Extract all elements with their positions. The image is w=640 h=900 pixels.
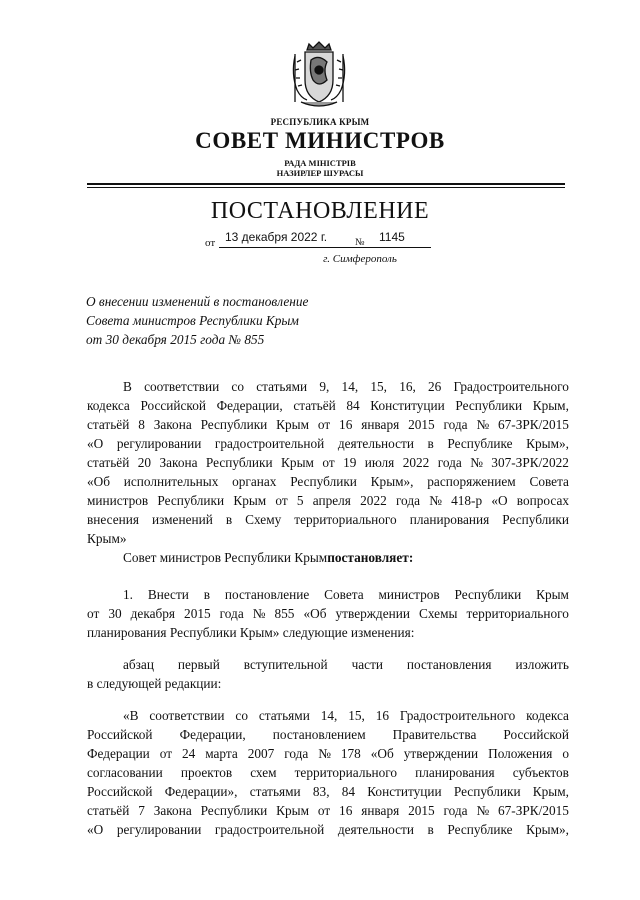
decree-city: г. Симферополь bbox=[323, 253, 397, 265]
date-from-label: от bbox=[205, 237, 216, 249]
paragraph-line bbox=[87, 604, 569, 623]
word: 83, bbox=[312, 784, 330, 799]
paragraph-line bbox=[87, 585, 569, 604]
word: № bbox=[429, 493, 442, 508]
word: года bbox=[443, 417, 468, 432]
word: года bbox=[219, 606, 244, 621]
word: Республики bbox=[200, 803, 268, 818]
word: Крым», bbox=[526, 436, 569, 451]
word: июля bbox=[364, 455, 395, 470]
word: 15, bbox=[370, 379, 387, 394]
paragraph-line bbox=[87, 725, 569, 744]
paragraph-line bbox=[87, 472, 569, 491]
word: Правительства bbox=[392, 727, 477, 742]
word: Крым», bbox=[370, 474, 414, 489]
word: изменений bbox=[151, 512, 213, 527]
word: года bbox=[395, 493, 420, 508]
word: кодекса bbox=[87, 398, 130, 413]
word: соответствии bbox=[149, 708, 225, 723]
amendment-intro-paragraph bbox=[87, 655, 569, 693]
word: от bbox=[317, 803, 331, 818]
word: Совета bbox=[529, 474, 569, 489]
word: органах bbox=[232, 474, 277, 489]
word: Федерации, bbox=[179, 727, 246, 742]
date-underline bbox=[219, 247, 431, 248]
word: градостроительной bbox=[214, 822, 325, 837]
word: 30 bbox=[108, 606, 122, 621]
word: со bbox=[231, 379, 244, 394]
subject-line: от 30 декабря 2015 года № 855 bbox=[86, 332, 265, 347]
paragraph-line bbox=[87, 820, 569, 839]
word: Республики bbox=[200, 417, 268, 432]
word: кодекса bbox=[526, 708, 569, 723]
resolves-lead: Совет министров Республики Крым bbox=[123, 550, 328, 565]
word: 16, bbox=[399, 379, 416, 394]
word: Российской bbox=[140, 398, 206, 413]
word: апреля bbox=[312, 493, 351, 508]
word: со bbox=[235, 708, 248, 723]
word: планирования Республики Крым» следующие изменения: bbox=[87, 625, 415, 640]
decree-date: 13 декабря 2022 г. bbox=[225, 230, 328, 244]
word: 84 bbox=[346, 398, 360, 413]
word: статьями bbox=[258, 708, 310, 723]
amendment-text-paragraph bbox=[87, 706, 569, 839]
paragraph-line bbox=[87, 377, 569, 396]
word: Республики bbox=[454, 587, 522, 602]
word: Республике bbox=[447, 436, 513, 451]
item-1-paragraph bbox=[87, 585, 569, 642]
word: 14, bbox=[341, 379, 359, 394]
paragraph-line bbox=[87, 415, 569, 434]
word: Российской bbox=[87, 784, 153, 799]
word: 5 bbox=[296, 493, 304, 508]
word: Закона bbox=[153, 417, 192, 432]
word: 2022 bbox=[402, 455, 430, 470]
word: согласовании bbox=[87, 765, 163, 780]
word: Схемы bbox=[418, 606, 458, 621]
word: 16 bbox=[339, 417, 353, 432]
word: внесения bbox=[87, 512, 139, 527]
word: «Об bbox=[303, 606, 327, 621]
word: 16 bbox=[375, 708, 389, 723]
paragraph-line bbox=[87, 744, 569, 763]
word: от bbox=[317, 417, 331, 432]
word: исполнительных bbox=[123, 474, 219, 489]
word: 2015 bbox=[408, 417, 435, 432]
paragraph-line bbox=[87, 801, 569, 820]
word: 26 bbox=[428, 379, 442, 394]
word: вступительной bbox=[243, 657, 328, 672]
word: министров bbox=[378, 587, 440, 602]
paragraph-line bbox=[87, 623, 569, 642]
word: статьями bbox=[256, 379, 308, 394]
word: В bbox=[123, 379, 132, 394]
word: 7 bbox=[138, 803, 145, 818]
paragraph-line bbox=[87, 510, 569, 529]
decree-title: ПОСТАНОВЛЕНИЕ bbox=[210, 198, 430, 224]
decree-date-row bbox=[205, 230, 435, 250]
word: № bbox=[318, 746, 331, 761]
word: Закона bbox=[159, 455, 198, 470]
word: постановлением bbox=[272, 727, 366, 742]
word: Схему bbox=[245, 512, 282, 527]
word: 24 bbox=[181, 746, 196, 761]
word: схем bbox=[250, 765, 277, 780]
word: соответствии bbox=[144, 379, 220, 394]
header-rule-thick bbox=[87, 183, 565, 185]
word: Федерации bbox=[87, 746, 150, 761]
republic-label: РЕСПУБЛИКА КРЫМ bbox=[270, 117, 370, 127]
paragraph-line bbox=[87, 491, 569, 510]
word: 19 bbox=[343, 455, 357, 470]
word: № bbox=[470, 455, 483, 470]
word: деятельности bbox=[337, 822, 414, 837]
word: планирования bbox=[409, 512, 490, 527]
word: постановление bbox=[224, 587, 310, 602]
word: от bbox=[87, 606, 100, 621]
word: декабря bbox=[130, 606, 176, 621]
word: 16 bbox=[339, 803, 353, 818]
word: № bbox=[476, 417, 490, 432]
council-title: СОВЕТ МИНИСТРОВ bbox=[195, 128, 445, 153]
word: Республике bbox=[447, 822, 513, 837]
paragraph-line bbox=[87, 782, 569, 801]
word: 14, bbox=[320, 708, 338, 723]
word: Республики bbox=[455, 398, 523, 413]
decree-subject bbox=[86, 292, 386, 349]
word: в следующей редакции: bbox=[87, 676, 222, 691]
word: в bbox=[427, 436, 434, 451]
word: в bbox=[427, 822, 434, 837]
word: регулировании bbox=[116, 436, 202, 451]
word: в bbox=[225, 512, 233, 527]
word: о bbox=[562, 746, 569, 761]
word: № bbox=[252, 606, 266, 621]
word: Крым bbox=[233, 493, 267, 508]
word: года bbox=[284, 746, 309, 761]
word: регулировании bbox=[116, 822, 202, 837]
word: абзац bbox=[123, 657, 154, 672]
word: Республики bbox=[453, 784, 521, 799]
paragraph-line bbox=[87, 453, 569, 472]
word: 20 bbox=[137, 455, 152, 470]
word: статьёй bbox=[87, 417, 130, 432]
word: «В bbox=[123, 708, 139, 723]
word: распоряжением bbox=[427, 474, 516, 489]
word: Крым», bbox=[526, 822, 569, 837]
word: 67-ЗРК/2015 bbox=[498, 417, 569, 432]
word: Крым bbox=[536, 587, 569, 602]
decree-number: 1145 bbox=[379, 230, 405, 244]
word: Внести bbox=[147, 587, 189, 602]
word: проектов bbox=[180, 765, 233, 780]
word: 307-ЗРК/2022 bbox=[491, 455, 569, 470]
word: статьёй bbox=[87, 803, 130, 818]
word: Федерации, bbox=[216, 398, 283, 413]
word: марта bbox=[205, 746, 238, 761]
council-title-crimean-tatar: НАЗИРЛЕР ШУРАСЫ bbox=[276, 168, 364, 178]
word: 2007 bbox=[247, 746, 275, 761]
preamble-paragraph bbox=[87, 377, 569, 548]
resolves-keyword: постановляет: bbox=[327, 550, 414, 565]
word: 178 bbox=[340, 746, 361, 761]
word: от bbox=[159, 746, 173, 761]
header-rule-thin bbox=[87, 187, 565, 188]
word: утверждении bbox=[403, 746, 479, 761]
word: 67-ЗРК/2015 bbox=[498, 803, 569, 818]
word: января bbox=[361, 803, 400, 818]
word: планирования bbox=[415, 765, 495, 780]
word: года bbox=[443, 803, 468, 818]
word: Крым bbox=[281, 455, 314, 470]
word: постановления bbox=[406, 657, 492, 672]
word: 9, bbox=[319, 379, 330, 394]
word: территориального bbox=[294, 765, 398, 780]
paragraph-line bbox=[87, 763, 569, 782]
word: Российской bbox=[87, 727, 153, 742]
word: Федерации», bbox=[164, 784, 238, 799]
word: Крым, bbox=[532, 784, 569, 799]
word: 84 bbox=[341, 784, 356, 799]
word: 15, bbox=[348, 708, 365, 723]
word: 2015 bbox=[408, 803, 435, 818]
word: «Об bbox=[87, 474, 111, 489]
word: Градостроительного bbox=[399, 708, 516, 723]
word: утверждении bbox=[335, 606, 410, 621]
word: части bbox=[351, 657, 383, 672]
word: Крым bbox=[276, 417, 310, 432]
word: Республики bbox=[290, 474, 357, 489]
resolves-line bbox=[87, 548, 569, 567]
word: статьёй bbox=[87, 455, 130, 470]
word: Крым» bbox=[87, 531, 127, 546]
word: Крым bbox=[276, 803, 310, 818]
word: статьёй bbox=[293, 398, 336, 413]
word: от bbox=[322, 455, 335, 470]
word: «Об bbox=[370, 746, 394, 761]
word: Совета bbox=[324, 587, 364, 602]
word: территориального bbox=[466, 606, 569, 621]
word: деятельности bbox=[337, 436, 414, 451]
word: Конституции bbox=[367, 784, 442, 799]
word: 2022 bbox=[360, 493, 387, 508]
paragraph-line bbox=[87, 655, 569, 674]
word: изложить bbox=[515, 657, 569, 672]
paragraph-line bbox=[87, 529, 569, 548]
word: территориального bbox=[294, 512, 397, 527]
word: субъектов bbox=[512, 765, 569, 780]
word: 1. bbox=[123, 587, 133, 602]
paragraph-line bbox=[87, 706, 569, 725]
word: года bbox=[437, 455, 462, 470]
paragraph-line bbox=[87, 434, 569, 453]
paragraph-line bbox=[87, 396, 569, 415]
word: Российской bbox=[503, 727, 569, 742]
word: «О bbox=[491, 493, 508, 508]
council-title-ukrainian: РАДА МІНІСТРІВ bbox=[284, 158, 356, 168]
number-label: № bbox=[355, 237, 365, 248]
word: вопросах bbox=[516, 493, 569, 508]
word: министров bbox=[87, 493, 149, 508]
word: «О bbox=[87, 822, 104, 837]
word: первый bbox=[177, 657, 220, 672]
subject-line: О внесении изменений в постановление bbox=[86, 294, 309, 309]
word: градостроительной bbox=[214, 436, 325, 451]
word: в bbox=[203, 587, 210, 602]
word: Республики bbox=[205, 455, 273, 470]
resolves-paragraph bbox=[87, 548, 569, 567]
word: Градостроительного bbox=[453, 379, 569, 394]
subject-line: Совета министров Республики Крым bbox=[86, 313, 299, 328]
word: № bbox=[476, 803, 490, 818]
word: 418-р bbox=[451, 493, 483, 508]
word: Республики bbox=[157, 493, 225, 508]
word: Закона bbox=[153, 803, 192, 818]
coat-of-arms-emblem bbox=[287, 40, 351, 108]
word: Конституции bbox=[370, 398, 445, 413]
word: от bbox=[275, 493, 288, 508]
word: 8 bbox=[138, 417, 145, 432]
word: Республики bbox=[502, 512, 569, 527]
word: статьями bbox=[249, 784, 301, 799]
word: «О bbox=[87, 436, 104, 451]
word: января bbox=[361, 417, 400, 432]
word: 2015 bbox=[184, 606, 211, 621]
word: Положения bbox=[488, 746, 553, 761]
paragraph-line bbox=[87, 674, 569, 693]
word: Крым, bbox=[532, 398, 569, 413]
word: 855 bbox=[274, 606, 295, 621]
